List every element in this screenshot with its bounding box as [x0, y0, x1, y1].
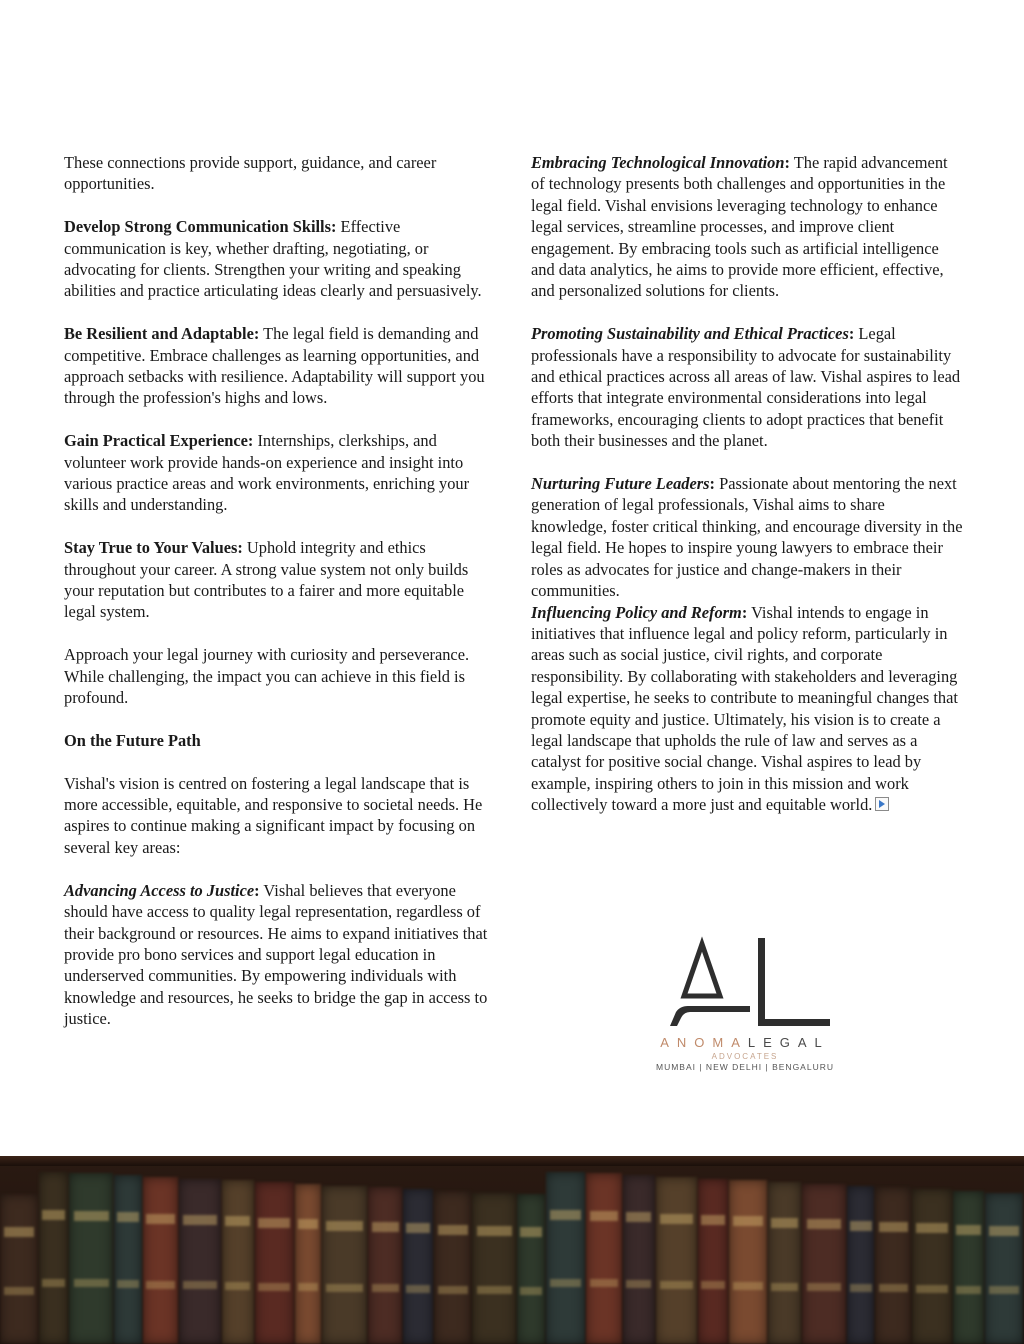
tip-heading: Develop Strong Communication Skills:	[64, 217, 337, 237]
left-column	[64, 152, 496, 1051]
al-monogram-icon	[640, 930, 850, 1030]
book-spine	[847, 1186, 875, 1344]
book-spine	[698, 1179, 728, 1344]
book-spine	[472, 1193, 516, 1344]
area-access-justice: Advancing Access to Justice: Vishal believes that everyone should have access to quality legal representation, regardless of their background or resources. He aims to expand initiatives that provide pro bono services and support legal education in underserved communities. By empowering individuals with knowledge and resources, he seeks to bridge the gap in access to justice.	[64, 880, 488, 1029]
area-text: Passionate about mentoring the next generation of legal professionals, Vishal aims to share knowledge, foster critical thinking, and encourage diversity in the legal field. He hopes to inspire young lawyers to embrace their roles as advocates for justice and change-makers in their communities.	[531, 474, 963, 601]
book-row	[0, 1170, 1024, 1344]
logo-cities: MUMBAI | NEW DELHI | BENGALURU	[656, 1062, 834, 1072]
area-heading: Embracing Technological Innovation	[531, 153, 785, 172]
book-spine	[69, 1173, 113, 1344]
book-spine	[586, 1173, 622, 1344]
book-spine	[768, 1182, 802, 1344]
tip-text: The legal field is demanding and competitive. Embrace challenges as learning opportunities, and approach setbacks with resilience. Adaptability will support you through the profession's highs and lows.	[64, 324, 485, 408]
book-spine	[39, 1172, 69, 1344]
bookshelf-image	[0, 1156, 1024, 1344]
anoma-legal-logo	[640, 930, 850, 1080]
book-spine	[368, 1187, 402, 1344]
book-spine	[179, 1179, 221, 1344]
book-spine	[729, 1180, 767, 1344]
book-spine	[255, 1182, 295, 1344]
area-policy-reform: Influencing Policy and Reform: Vishal intends to engage in initiatives that influence legal and policy reform, particularly in areas such as social justice, civil rights, and corporate responsibility. By collaborating with stakeholders and leveraging legal expertise, he seeks to contribute to meaningful changes that promote equity and justice. Ultimately, his vision is to create a legal landscape that upholds the rule of law and serves as a catalyst for positive social change. Vishal aspires to lead by example, inspiring others to join in this mission and work collectively toward a more just and equitable world.	[531, 602, 958, 815]
book-spine	[434, 1191, 472, 1344]
right-column	[531, 152, 963, 837]
tip-text: Effective communication is key, whether drafting, negotiating, or advocating for clients. Strengthen your writing and speaking abilities and practice articulating ideas clearly and persuasively.	[64, 217, 482, 301]
media-play-icon[interactable]	[875, 797, 889, 811]
area-heading: Advancing Access to Justice	[64, 880, 255, 900]
closing-paragraph: Approach your legal journey with curiosity and perseverance. While challenging, the impact you can achieve in this field is profound.	[64, 645, 470, 708]
book-spine	[517, 1194, 545, 1344]
vision-paragraph: Vishal's vision is centred on fostering a legal landscape that is more accessible, equitable, and responsive to societal needs. He aspires to continue making a significant impact by focusing on several key areas:	[64, 773, 483, 857]
book-spine	[114, 1175, 142, 1344]
book-spine	[0, 1194, 38, 1344]
tip-resilience	[64, 323, 496, 409]
tip-text: Uphold integrity and ethics throughout your career. A strong value system not only builds your reputation but contributes to a fairer and more equitable legal system.	[64, 538, 469, 622]
intro-paragraph: These connections provide support, guidance, and career opportunities.	[64, 153, 437, 194]
tip-heading: Stay True to Your Values:	[64, 538, 243, 558]
book-spine	[295, 1184, 321, 1344]
area-heading: Promoting Sustainability and Ethical Practices	[531, 324, 849, 344]
shelf-edge	[0, 1156, 1024, 1166]
tip-communication	[64, 216, 496, 302]
area-text: The rapid advancement of technology presents both challenges and opportunities in the legal field. Vishal envisions leveraging technology to enhance legal services, streamline processes, and improve client engagement. By embracing tools such as artificial intelligence and data analytics, he aims to provide more efficient, effective, and personalized solutions for clients.	[531, 153, 948, 301]
book-spine	[912, 1189, 952, 1344]
tip-heading: Gain Practical Experience:	[64, 431, 254, 451]
tip-experience	[64, 430, 496, 516]
book-spine	[143, 1177, 179, 1344]
book-spine	[985, 1193, 1023, 1344]
book-spine	[403, 1189, 433, 1344]
tip-heading: Be Resilient and Adaptable:	[64, 324, 260, 344]
section-heading: On the Future Path	[64, 730, 201, 750]
book-spine	[623, 1175, 655, 1344]
book-spine	[322, 1186, 368, 1344]
area-text: Vishal believes that everyone should have access to quality legal representation, regardless of their background or resources. He aims to expand initiatives that provide pro bono services and support legal education in underserved communities. By empowering individuals with knowledge and resources, he seeks to bridge the gap in access to justice.	[64, 880, 488, 1029]
area-technology: Embracing Technological Innovation: The rapid advancement of technology presents both challenges and opportunities in the legal field. Vishal envisions leveraging technology to enhance legal services, streamline processes, and improve client engagement. By embracing tools such as artificial intelligence and data analytics, he aims to provide more efficient, effective, and personalized solutions for clients.	[531, 153, 948, 301]
area-heading: Influencing Policy and Reform	[531, 602, 742, 622]
area-text: Legal professionals have a responsibility to advocate for sustainability and ethical practices across all areas of law. Vishal aspires to lead efforts that integrate environmental considerations into legal frameworks, encouraging clients to adopt practices that benefit both their businesses and the planet.	[531, 324, 961, 451]
book-spine	[875, 1187, 911, 1344]
book-spine	[546, 1172, 586, 1344]
area-future-leaders: Nurturing Future Leaders: Passionate about mentoring the next generation of legal professionals, Vishal aims to share knowledge, foster critical thinking, and encourage diversity in the legal field. He hopes to inspire young lawyers to embrace their roles as advocates for justice and change-makers in their communities.	[531, 474, 963, 601]
tip-text: Internships, clerkships, and volunteer work provide hands-on experience and insight into various practice areas and work environments, enriching your skills and understanding.	[64, 431, 470, 515]
tip-values	[64, 537, 496, 623]
book-spine	[802, 1184, 846, 1344]
area-sustainability: Promoting Sustainability and Ethical Practices: Legal professionals have a responsibility to advocate for sustainability and ethical practices across all areas of law. Vishal aspires to lead efforts that integrate environmental considerations into legal frameworks, encouraging clients to adopt practices that benefit both their businesses and the planet.	[531, 324, 961, 451]
book-spine	[953, 1191, 985, 1344]
logo-subtitle: ADVOCATES	[711, 1052, 779, 1061]
logo-brand-text: ANOMALEGAL	[660, 1035, 830, 1050]
area-text: Vishal intends to engage in initiatives that influence legal and policy reform, particularly in areas such as social justice, civil rights, and corporate responsibility. By collaborating with stakeholders and leveraging legal expertise, he seeks to contribute to meaningful changes that promote equity and justice. Ultimately, his vision is to create a legal landscape that upholds the rule of law and serves as a catalyst for positive social change. Vishal aspires to lead by example, inspiring others to join in this mission and work collectively toward a more just and equitable world.	[531, 602, 958, 815]
book-spine	[222, 1180, 254, 1344]
book-spine	[656, 1177, 698, 1344]
area-heading: Nurturing Future Leaders	[531, 474, 710, 494]
